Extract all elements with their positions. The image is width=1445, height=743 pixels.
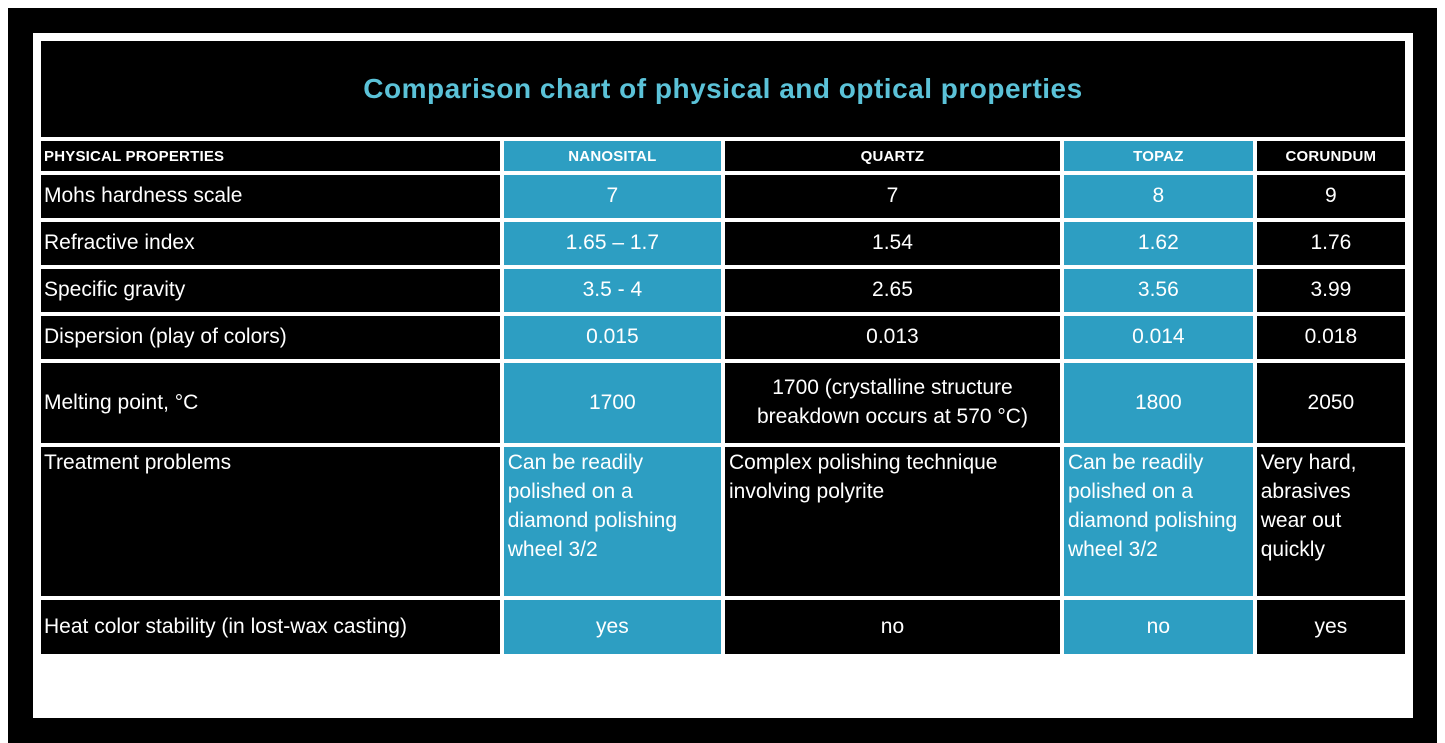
table-row-specific-gravity: [39, 267, 1407, 314]
value-cell-corundum: 9: [1255, 173, 1407, 220]
property-label: Dispersion (play of colors): [39, 314, 502, 361]
table-row-melting-point: [39, 361, 1407, 445]
value-cell-quartz: no: [723, 598, 1062, 656]
property-label: Heat color stability (in lost-wax casting): [39, 598, 502, 656]
value-cell-quartz: 7: [723, 173, 1062, 220]
value-cell-nanosital: 1.65 – 1.7: [502, 220, 723, 267]
value-cell-nanosital: 1700: [502, 361, 723, 445]
column-header-corundum: CORUNDUM: [1255, 139, 1407, 173]
column-header-quartz: QUARTZ: [723, 139, 1062, 173]
property-label: Refractive index: [39, 220, 502, 267]
value-cell-quartz: 1700 (crystalline structure breakdown occurs at 570 °C): [723, 361, 1062, 445]
value-cell-corundum: 0.018: [1255, 314, 1407, 361]
table-row-refractive-index: [39, 220, 1407, 267]
value-cell-quartz: 0.013: [723, 314, 1062, 361]
property-label: Mohs hardness scale: [39, 173, 502, 220]
value-cell-topaz: 1.62: [1062, 220, 1255, 267]
value-cell-topaz: 1800: [1062, 361, 1255, 445]
value-cell-corundum: Very hard, abrasives wear out quickly: [1255, 445, 1407, 598]
column-header-nanosital: NANOSITAL: [502, 139, 723, 173]
value-cell-corundum: yes: [1255, 598, 1407, 656]
slide-frame: [8, 8, 1437, 743]
table-row-dispersion: [39, 314, 1407, 361]
value-cell-topaz: 0.014: [1062, 314, 1255, 361]
table-sheet: [33, 33, 1413, 718]
property-label: Treatment problems: [39, 445, 502, 598]
value-cell-corundum: 3.99: [1255, 267, 1407, 314]
value-cell-corundum: 2050: [1255, 361, 1407, 445]
table-row-treatment-problems: [39, 445, 1407, 598]
value-cell-quartz: 1.54: [723, 220, 1062, 267]
value-cell-topaz: 3.56: [1062, 267, 1255, 314]
column-header-topaz: TOPAZ: [1062, 139, 1255, 173]
value-cell-nanosital: Can be readily polished on a diamond polishing wheel 3/2: [502, 445, 723, 598]
comparison-table: [39, 139, 1407, 656]
value-cell-nanosital: 7: [502, 173, 723, 220]
value-cell-quartz: Complex polishing technique involving polyrite: [723, 445, 1062, 598]
header-row: [39, 139, 1407, 173]
property-label: Melting point, °C: [39, 361, 502, 445]
table-row-heat-color-stability: [39, 598, 1407, 656]
value-cell-nanosital: 3.5 - 4: [502, 267, 723, 314]
value-cell-nanosital: yes: [502, 598, 723, 656]
value-cell-topaz: Can be readily polished on a diamond polishing wheel 3/2: [1062, 445, 1255, 598]
value-cell-corundum: 1.76: [1255, 220, 1407, 267]
value-cell-topaz: 8: [1062, 173, 1255, 220]
property-label: Specific gravity: [39, 267, 502, 314]
table-row-mohs-hardness: [39, 173, 1407, 220]
value-cell-nanosital: 0.015: [502, 314, 723, 361]
value-cell-quartz: 2.65: [723, 267, 1062, 314]
page-title: Comparison chart of physical and optical properties: [363, 73, 1083, 104]
column-header-physical-properties: PHYSICAL PROPERTIES: [39, 139, 502, 173]
table-title-block: [41, 41, 1405, 137]
value-cell-topaz: no: [1062, 598, 1255, 656]
